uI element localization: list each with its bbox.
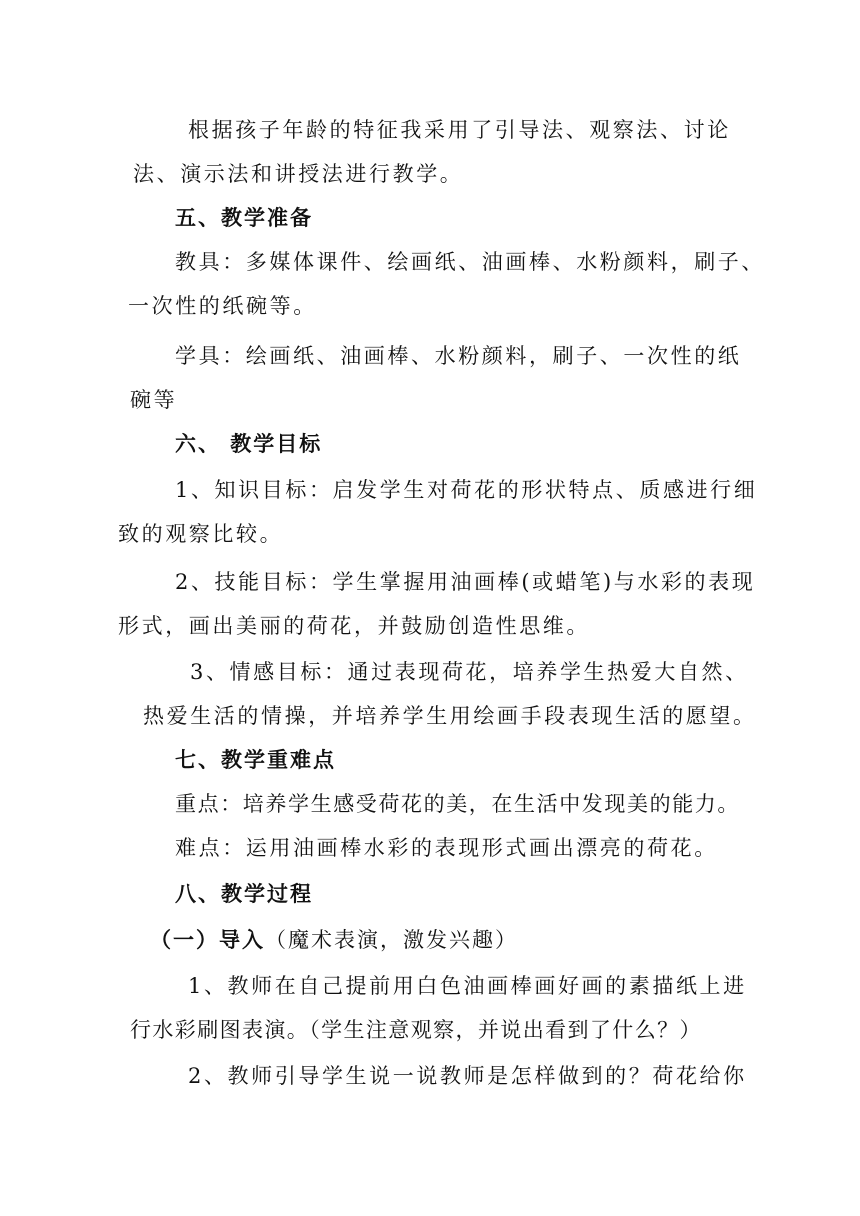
difficult-point-text: 难点：运用油画棒水彩的表现形式画出漂亮的荷花。	[175, 836, 718, 860]
student-tools-line-2: 碗等	[130, 388, 178, 412]
goal-knowledge-line-1: 1、知识目标：启发学生对荷花的形状特点、质感进行细	[175, 478, 758, 502]
section-heading-key-points: 七、教学重难点	[175, 748, 336, 772]
student-tools-line-1: 学具：绘画纸、油画棒、水粉颜料，刷子、一次性的纸	[175, 344, 742, 368]
intro-subheading-note: （魔术表演，激发兴趣）	[265, 928, 518, 952]
step-1-line-2: 行水彩刷图表演。（学生注意观察，并说出看到了什么？）	[130, 1018, 702, 1042]
goal-skill-line-1: 2、技能目标：学生掌握用油画棒(或蜡笔)与水彩的表现	[175, 570, 756, 594]
goal-emotion-line-2: 热爱生活的情操，并培养学生用绘画手段表现生活的愿望。	[143, 704, 757, 728]
section-heading-goals: 六、 教学目标	[175, 432, 323, 456]
section-heading-preparation: 五、教学准备	[175, 206, 313, 230]
step-2-line-1: 2、教师引导学生说一说教师是怎样做到的？荷花给你	[188, 1064, 747, 1088]
teacher-tools-line-1: 教具：多媒体课件、绘画纸、油画棒、水粉颜料，刷子、	[175, 250, 765, 274]
intro-subheading-title: （一）导入	[150, 928, 265, 952]
goal-skill-line-2: 形式，画出美丽的荷花，并鼓励创造性思维。	[118, 614, 590, 638]
section-heading-process: 八、教学过程	[175, 882, 313, 906]
goal-knowledge-line-2: 致的观察比较。	[118, 522, 284, 546]
methods-line-2: 法、演示法和讲授法进行教学。	[133, 162, 464, 186]
step-1-line-1: 1、教师在自己提前用白色油画棒画好画的素描纸上进	[188, 974, 747, 998]
teacher-tools-line-2: 一次性的纸碗等。	[128, 294, 317, 318]
intro-subheading	[150, 926, 518, 954]
goal-emotion-line-1: 3、情感目标：通过表现荷花，培养学生热爱大自然、	[190, 660, 749, 684]
methods-line-1: 根据孩子年龄的特征我采用了引导法、观察法、讨论	[188, 118, 731, 142]
key-point-text: 重点：培养学生感受荷花的美，在生活中发现美的能力。	[175, 792, 740, 816]
